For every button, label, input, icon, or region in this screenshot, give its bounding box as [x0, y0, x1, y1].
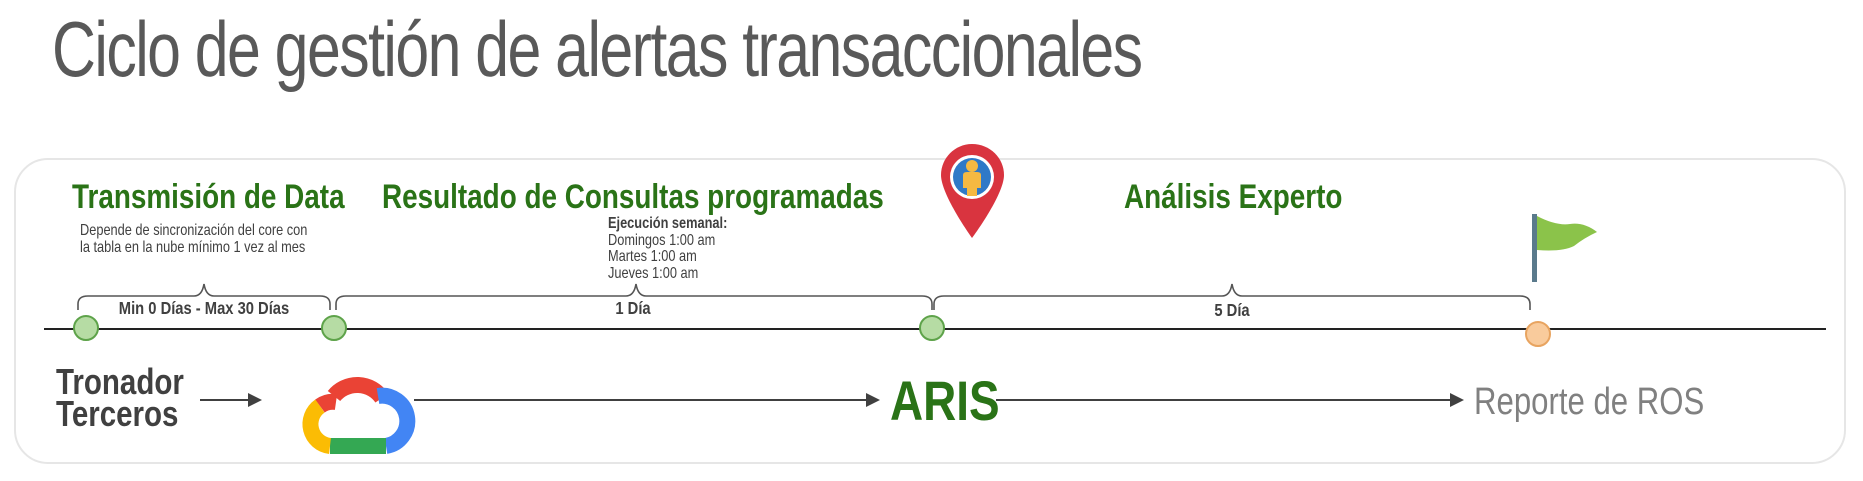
- stage-label-expert-analysis: Análisis Experto: [1124, 177, 1343, 216]
- flow-arrow-2: [414, 393, 880, 407]
- flag-icon: [1532, 214, 1597, 282]
- map-pin-person-icon: [941, 144, 1004, 238]
- duration-queries: 1 Día: [615, 298, 651, 319]
- timeline-node-report: [1526, 322, 1550, 346]
- duration-analysis: 5 Día: [1214, 300, 1250, 321]
- transmission-note-line-2: la tabla en la nube mínimo 1 vez al mes: [80, 238, 306, 257]
- timeline-node-aris: [920, 316, 944, 340]
- stage-label-scheduled-queries: Resultado de Consultas programadas: [382, 177, 884, 216]
- flow-system-aris: ARIS: [890, 369, 1000, 433]
- schedule-heading: Ejecución semanal:: [608, 214, 728, 233]
- page-title: Ciclo de gestión de alertas transaccionales: [52, 5, 1142, 93]
- flow-arrow-3: [996, 393, 1464, 407]
- flow-source-line-2: Terceros: [56, 393, 179, 434]
- transmission-note-line-1: Depende de sincronización del core con: [80, 221, 308, 240]
- timeline-node-cloud: [322, 316, 346, 340]
- flow-output-report: Reporte de ROS: [1474, 381, 1705, 423]
- stage-label-transmission: Transmisión de Data: [72, 177, 345, 216]
- timeline-node-start: [74, 316, 98, 340]
- flow-arrow-1: [200, 393, 262, 407]
- schedule-line-3: Jueves 1:00 am: [608, 264, 699, 283]
- flow-source-line-1: Tronador: [56, 361, 184, 402]
- duration-transmission: Min 0 Días - Max 30 Días: [118, 298, 290, 319]
- schedule-line-1: Domingos 1:00 am: [608, 231, 716, 250]
- schedule-line-2: Martes 1:00 am: [608, 247, 697, 266]
- google-cloud-icon: [310, 385, 407, 446]
